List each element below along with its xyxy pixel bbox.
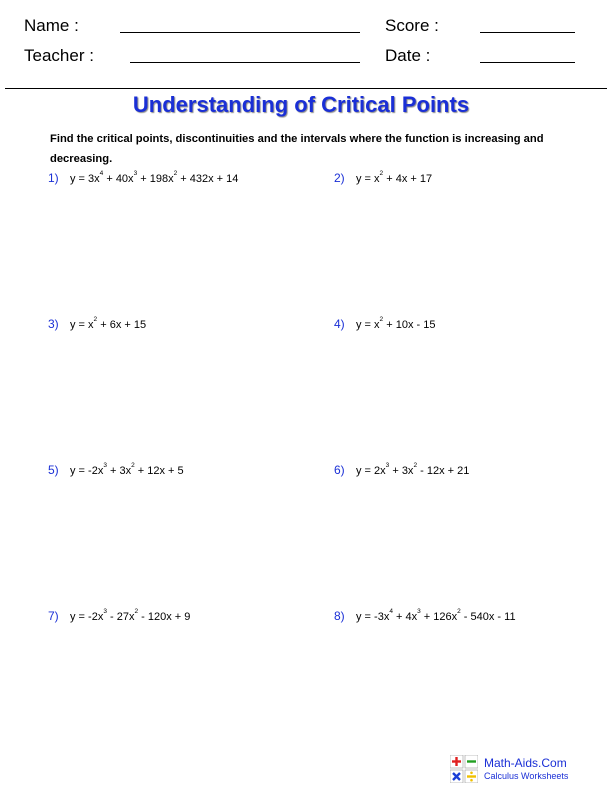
worksheet-title: Understanding of Critical Points [132,92,470,117]
problem-7 [48,609,190,623]
problem-equation: $y = x^2 + 6x + 15$ [70,316,147,331]
problem-equation: $y = x^2 + 4x + 17$ [356,170,433,185]
problem-number: 8) [334,609,345,623]
minus-icon [467,760,476,762]
footer-brand[interactable]: Math-Aids.Com [484,756,567,770]
score-label: Score : [385,16,439,35]
teacher-field[interactable] [130,62,360,63]
problem-number: 7) [48,609,59,623]
instructions: Find the critical points, discontinuities and the intervals where the function is increasing and decreasing. [50,133,544,165]
problem-4 [334,317,435,331]
name-label: Name : [24,16,79,35]
problem-equation: $y = -2x^3 + 3x^2 + 12x + 5$ [70,462,184,477]
name-field[interactable] [120,32,360,33]
problem-equation: $y = -2x^3 - 27x^2 - 120x + 9$ [70,608,191,623]
problem-equation: $y = 3x^4 + 40x^3 + 198x^2 + 432x + 14$ [70,170,239,185]
score-field[interactable] [480,32,575,33]
problem-8 [334,609,516,623]
header-divider [5,88,607,89]
problem-equation: $y = x^2 + 10x - 15$ [356,316,436,331]
teacher-label: Teacher : [24,46,94,65]
footer-subtitle: Calculus Worksheets [484,771,569,781]
problem-number: 6) [334,463,345,477]
problem-number: 2) [334,171,345,185]
footer-branding [484,756,568,781]
problem-6 [334,463,469,477]
problem-number: 3) [48,317,59,331]
problem-equation: $y = -3x^4 + 4x^3 + 126x^2 - 540x - 11$ [356,608,516,623]
problem-2 [334,171,432,185]
date-label: Date : [385,46,431,65]
problem-number: 5) [48,463,59,477]
problem-1 [48,171,238,185]
problem-5 [48,463,184,477]
problem-3 [48,317,146,331]
math-aids-logo-icon [450,755,478,783]
date-field[interactable] [480,62,575,63]
problem-equation: $y = 2x^3 + 3x^2 - 12x + 21$ [356,462,470,477]
problem-number: 1) [48,171,59,185]
problem-number: 4) [334,317,345,331]
